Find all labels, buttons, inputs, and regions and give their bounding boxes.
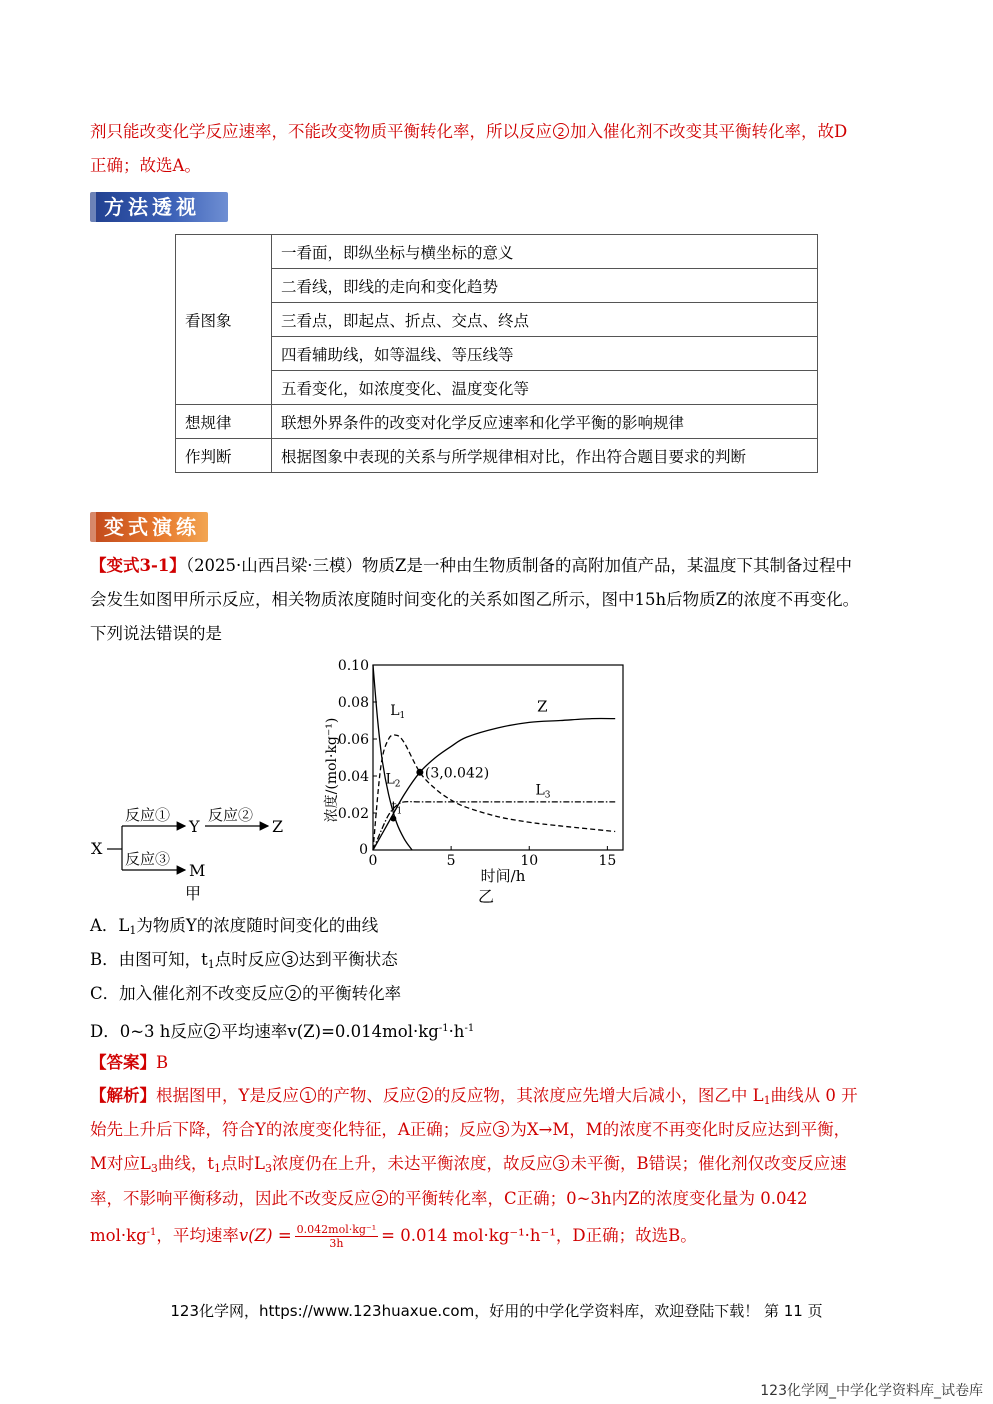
y-axis-label: 浓度/(mol·kg⁻¹) bbox=[324, 717, 340, 823]
analysis-line-5: $mol\cdot kg^{-1}$，平均速率v(Z) = $\frac{\text{0.042mol·kg⁻¹}}{3h}$ = 0.014 mol·kg⁻¹·h⁻¹，D正确；故选B。 bbox=[90, 1223, 697, 1250]
method-row: 联想外界条件的改变对化学反应速率和化学平衡的影响规律 bbox=[272, 405, 818, 439]
option-d: D．0~3 h反应 2 平均速率$v(Z)=0.014mol\cdot kg^{-1}\cdot h^{-1}$ bbox=[90, 1022, 475, 1041]
page-footer: 123化学网，https://www.123huaxue.com，好用的中学化学资料库，欢迎登陆下载！ 第 11 页 bbox=[170, 1302, 823, 1320]
method-row: 根据图象中表现的关系与所学规律相对比，作出符合题目要求的判断 bbox=[272, 439, 818, 473]
analysis-line-2: 始先上升后下降，符合Y的浓度变化特征，A正确；反应 3 为X→M，M的浓度不再变化时反应达到平衡， bbox=[90, 1120, 851, 1139]
species-x: X bbox=[91, 839, 103, 858]
diagram-jia bbox=[85, 795, 300, 905]
series-line-l3 bbox=[373, 799, 615, 850]
chart-caption: 乙 bbox=[477, 887, 495, 905]
reaction-3-label: 反应③ bbox=[125, 850, 171, 868]
plot-frame bbox=[373, 665, 623, 850]
x-tick-label: 5 bbox=[446, 853, 456, 869]
label-z: Z bbox=[537, 697, 548, 716]
species-y: Y bbox=[189, 817, 200, 836]
answer: 【答案】B bbox=[90, 1053, 169, 1072]
method-row: 二看线，即线的走向和变化趋势 bbox=[272, 269, 818, 303]
method-row: 五看变化，如浓度变化、温度变化等 bbox=[272, 371, 818, 405]
method-row: 三看点，即起点、折点、交点、终点 bbox=[272, 303, 818, 337]
method-row: 四看辅助线，如等温线、等压线等 bbox=[272, 337, 818, 371]
x-tick-label: 15 bbox=[598, 853, 617, 869]
intro-line-1: 剂只能改变化学反应速率，不能改变物质平衡转化率，所以反应 2 加入催化剂不改变其平衡转化率，故D bbox=[90, 122, 848, 141]
label-l3: $L_3$ bbox=[535, 782, 551, 801]
rate-fraction: $\frac{\text{0.042mol·kg⁻¹}}{3h}$ bbox=[296, 1223, 377, 1250]
method-row: 一看面，即纵坐标与横坐标的意义 bbox=[272, 235, 818, 269]
y-tick-label: 0.04 bbox=[337, 769, 369, 785]
species-m: M bbox=[189, 861, 206, 880]
x-tick-label: 10 bbox=[520, 853, 539, 869]
method-banner: 方法透视 bbox=[90, 192, 228, 222]
method-key-3: 作判断 bbox=[176, 439, 272, 473]
series-line-l2 bbox=[373, 665, 412, 850]
chart-yi bbox=[310, 650, 640, 905]
analysis-line-3: M对应$L_3$曲线，$t_1$点时$L_3$浓度仍在上升，未达平衡浓度，故反应 3 未平衡，B错误；催化剂仅改变反应速 bbox=[90, 1154, 847, 1175]
y-tick-label: 0.02 bbox=[337, 806, 369, 822]
question-line-1: 【变式3-1】（2025·山西吕梁·三模）物质Z是一种由生物质制备的高附加值产品，某温度下其制备过程中 bbox=[90, 556, 853, 575]
label-l1: $L_1$ bbox=[390, 702, 406, 721]
method-key-2: 想规律 bbox=[176, 405, 272, 439]
y-tick-label: 0.10 bbox=[337, 658, 369, 674]
option-b: B．由图可知，$t_1$点时反应 3 达到平衡状态 bbox=[90, 950, 398, 971]
practice-banner: 变式演练 bbox=[90, 512, 208, 542]
y-tick-label: 0.08 bbox=[337, 695, 369, 711]
method-key-1: 看图象 bbox=[176, 235, 272, 405]
question-tag: 【变式3-1】 bbox=[90, 556, 186, 575]
question-line-2: 会发生如图甲所示反应，相关物质浓度随时间变化的关系如图乙所示，图中15h后物质Z的浓度不再变化。 bbox=[90, 590, 860, 609]
method-table bbox=[175, 234, 818, 473]
species-z: Z bbox=[272, 817, 284, 836]
label-l2: $L_2$ bbox=[385, 771, 401, 790]
t1-label: $t_1$ bbox=[391, 799, 403, 817]
intro-line-2: 正确；故选A。 bbox=[90, 156, 201, 175]
t1-point bbox=[390, 816, 396, 822]
x-tick-label: 0 bbox=[368, 853, 378, 869]
reaction-1-label: 反应① bbox=[125, 806, 171, 824]
option-a: A．$L_1$为物质Y的浓度随时间变化的曲线 bbox=[90, 916, 379, 937]
marked-point bbox=[416, 769, 423, 776]
point-label: (3,0.042) bbox=[424, 765, 490, 782]
y-tick-label: 0 bbox=[359, 842, 368, 858]
question-line-3: 下列说法错误的是 bbox=[90, 624, 222, 643]
watermark-corner: 123化学网_中学化学资料库_试卷库 bbox=[760, 1383, 983, 1399]
series-line-l1 bbox=[373, 735, 615, 850]
y-tick-label: 0.06 bbox=[337, 732, 369, 748]
reaction-2-label: 反应② bbox=[208, 806, 254, 824]
x-axis-label: 时间/h bbox=[480, 867, 526, 885]
analysis-line-1: 【解析】根据图甲，Y是反应 1 的产物、反应 2 的反应物，其浓度应先增大后减小，图乙中 $L_1$曲线从 0 开 bbox=[90, 1086, 858, 1107]
analysis-line-4: 率，不影响平衡移动，因此不改变反应 2 的平衡转化率，C正确；0~3h内Z的浓度变化量为 0.042 bbox=[90, 1189, 808, 1208]
option-c: C．加入催化剂不改变反应 2 的平衡转化率 bbox=[90, 984, 402, 1003]
diagram-jia-caption: 甲 bbox=[185, 884, 202, 903]
series-line-z bbox=[373, 719, 615, 850]
